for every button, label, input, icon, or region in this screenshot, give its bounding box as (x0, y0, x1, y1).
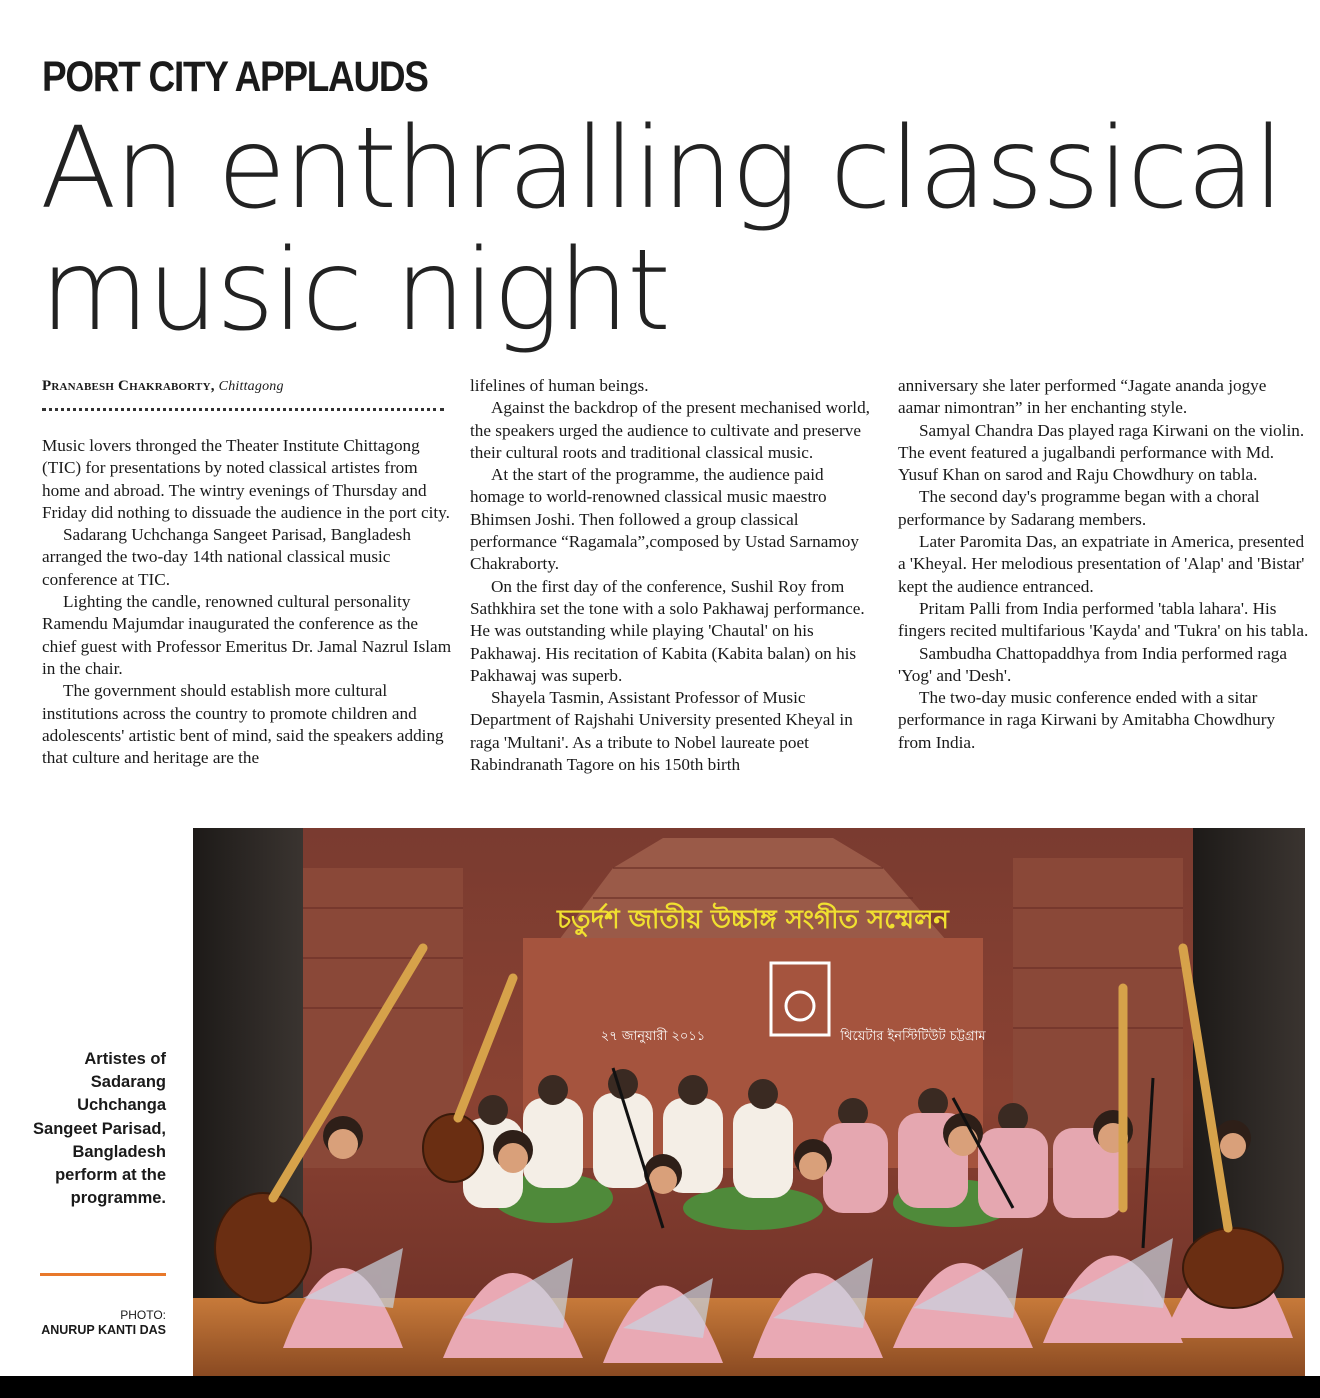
paragraph: Pritam Palli from India performed 'tabla lahara'. His fingers recited multifarious 'Kayda' and 'Tukra' on his tabla. (898, 598, 1309, 641)
byline (42, 378, 284, 395)
stage-banner-text: চতুর্দশ জাতীয় উচ্চাঙ্গ সংগীত সম্মেলন (557, 905, 949, 935)
byline-place: Chittagong (218, 379, 284, 394)
section-kicker: PORT CITY APPLAUDS (42, 53, 428, 101)
paragraph: Against the backdrop of the present mechanised world, the speakers urged the audience to cultivate and preserve their cultural roots and traditional classical music. (470, 398, 870, 462)
byline-author: Pranabesh Chakraborty, (42, 378, 215, 394)
byline-divider (42, 408, 444, 411)
stage-date-text: ২৭ জানুয়ারী ২০১১ (600, 1029, 706, 1044)
paragraph: At the start of the programme, the audience paid homage to world-renowned classical music maestro Bhimsen Joshi. Then followed a group classical performance “Ragamala”,composed by Ustad Sarnamoy Chakraborty. (470, 465, 859, 574)
headline-line-1: An enthralling classical (40, 104, 1283, 234)
paragraph: Lighting the candle, renowned cultural personality Ramendu Majumdar inaugurated the conference as the chief guest with Professor Emeritus Dr. Jamal Nazrul Islam in the chair. (42, 592, 452, 678)
headline (40, 104, 1283, 356)
paragraph: The government should establish more cultural institutions across the country to promote children and adolescents' artistic bent of mind, said the speakers adding that culture and heritage are the (42, 681, 444, 768)
headline-line-2: music night (40, 226, 669, 356)
paragraph: anniversary she later performed “Jagate ananda jogye aamar nimontran” in her enchanting style. (898, 376, 1267, 418)
paragraph: Music lovers thronged the Theater Institute Chittagong (TIC) for presentations by noted classical artistes from home and abroad. The wintry evenings of Thursday and Friday did nothing to dissuade the audience in the port city. (42, 436, 450, 522)
article-column-2 (470, 375, 882, 776)
photo-credit-label: PHOTO: (120, 1308, 166, 1322)
photographer-name: ANURUP KANTI DAS (41, 1323, 166, 1337)
article-column-1 (42, 435, 454, 769)
page-bottom-bar (0, 1376, 1320, 1398)
paragraph: Shayela Tasmin, Assistant Professor of Music Department of Rajshahi University presented Kheyal in raga 'Multani'. As a tribute to Nobel laureate poet Rabindranath Tagore on his 150th birth (470, 688, 853, 775)
concert-photo (193, 828, 1305, 1376)
stage-venue-text: থিয়েটার ইনস্টিটিউট চট্টগ্রাম (840, 1029, 986, 1044)
photo-caption: Artistes of Sadarang Uchchanga Sangeet Parisad, Bangladesh perform at the programme. (33, 1050, 166, 1208)
article-column-3 (898, 375, 1310, 754)
paragraph: lifelines of human beings. (470, 376, 649, 395)
paragraph: Later Paromita Das, an expatriate in America, presented a 'Kheyal. Her melodious presentation of 'Alap' and 'Bistar' kept the audience entranced. (898, 532, 1305, 596)
paragraph: On the first day of the conference, Sushil Roy from Sathkhira set the tone with a solo Pakhawaj performance. He was outstanding while playing 'Chautal' on his Pakhawaj. His recitation of Kabita (Kabita balan) on his Pakhawaj was superb. (470, 576, 865, 685)
paragraph: Sadarang Uchchanga Sangeet Parisad, Bangladesh arranged the two-day 14th national classical music conference at TIC. (42, 525, 411, 589)
caption-rule (40, 1273, 166, 1276)
paragraph: Samyal Chandra Das played raga Kirwani on the violin. The event featured a jugalbandi performance with Md. Yusuf Khan on sarod and Raju Chowdhury on tabla. (898, 420, 1305, 485)
photo-credit (10, 1308, 166, 1338)
paragraph: Sambudha Chattopaddhya from India performed raga 'Yog' and 'Desh'. (898, 643, 1287, 685)
paragraph: The second day's programme began with a choral performance by Sadarang members. (898, 487, 1260, 529)
paragraph: The two-day music conference ended with a sitar performance in raga Kirwani by Amitabha Chowdhury from India. (898, 688, 1276, 752)
